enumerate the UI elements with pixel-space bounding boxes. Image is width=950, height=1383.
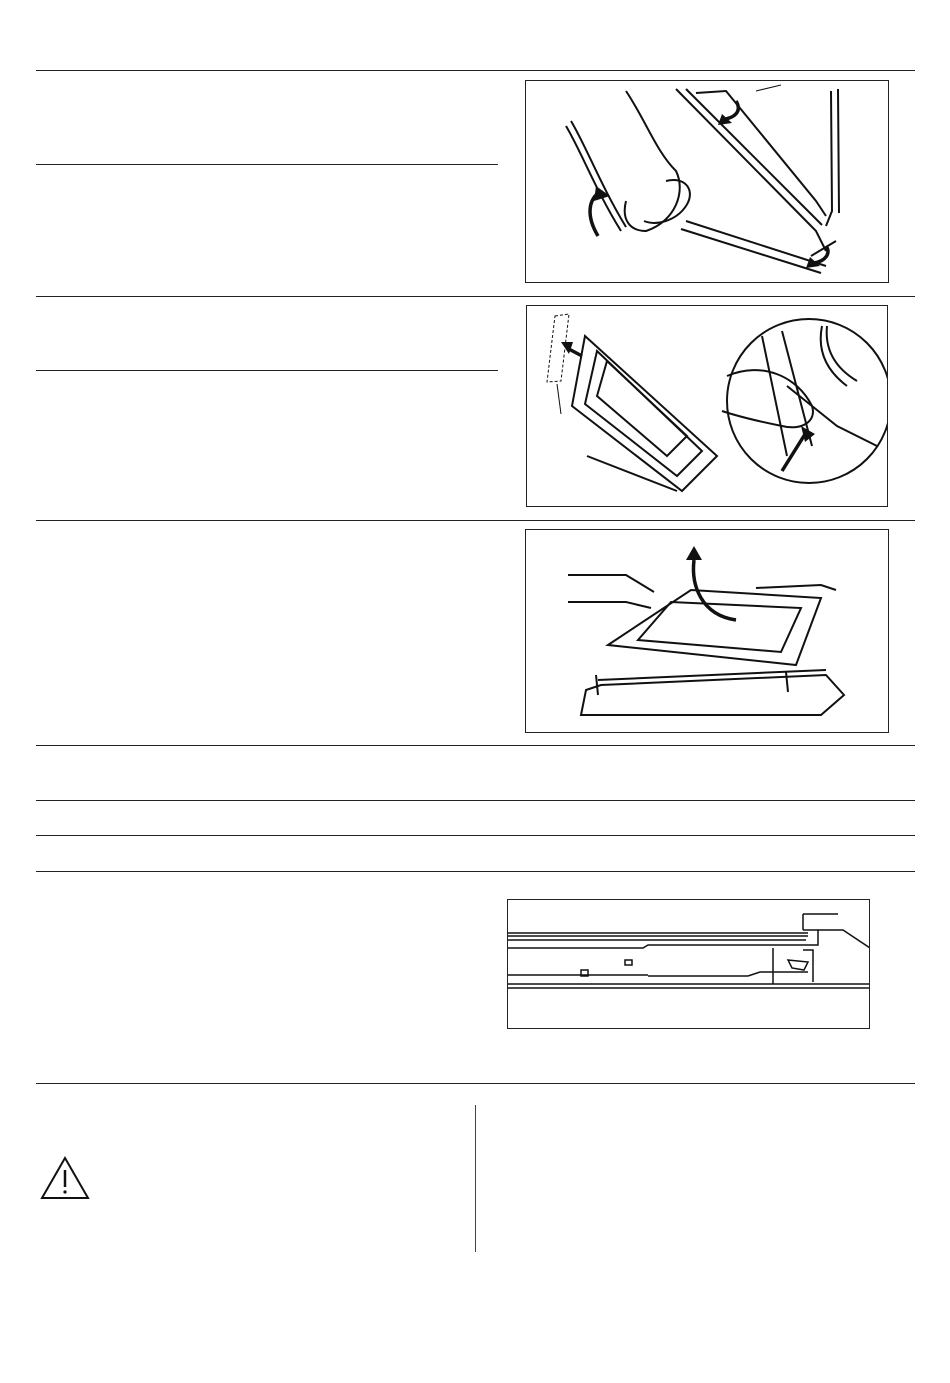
glass-panel-seat-profile-illustration (508, 900, 870, 1029)
figure-panel-profile (507, 899, 870, 1029)
section-rule-7 (36, 871, 915, 872)
door-trim-release-illustration (527, 306, 888, 507)
section-rule-top (36, 70, 915, 71)
step-rule-1 (36, 164, 498, 165)
warning-icon (39, 1155, 91, 1201)
figure-door-trim (526, 305, 888, 507)
step-rule-2 (36, 370, 498, 371)
glass-panel-lift-illustration (526, 530, 889, 733)
figure-glass-lift (525, 529, 889, 733)
door-hinge-rotate-illustration (526, 81, 889, 283)
section-rule-2 (36, 296, 915, 297)
section-rule-6 (36, 835, 915, 836)
section-rule-8 (36, 1083, 915, 1084)
column-divider (475, 1105, 476, 1252)
figure-door-hinge (525, 80, 889, 283)
section-rule-4 (36, 745, 915, 746)
section-rule-5 (36, 800, 915, 801)
warning-triangle-icon (39, 1155, 91, 1201)
section-rule-3 (36, 520, 915, 521)
